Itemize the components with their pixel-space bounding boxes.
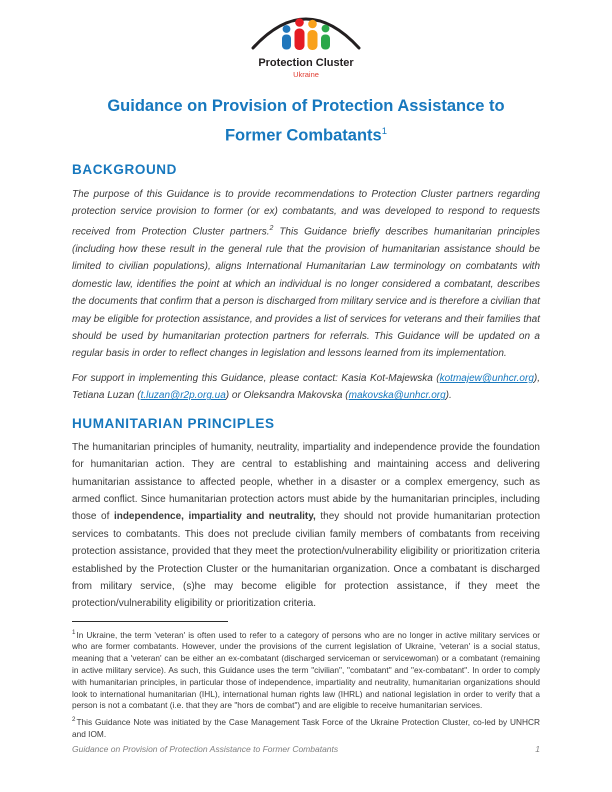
logo-name: Protection Cluster — [258, 57, 354, 69]
contact-paragraph — [72, 370, 540, 405]
footnote-2-ref: 2 — [72, 716, 76, 724]
protection-cluster-logo — [236, 12, 376, 79]
section-heading-principles: HUMANITARIAN PRINCIPLES — [72, 415, 275, 431]
principles-text-1: The humanitarian principles of humanity, neutrality, impartiality and independence provide the foundation for humanitarian action. They are central to establishing and maintaining access and delivering humanitarian assistance to affected people, whether in a disaster or a complex emergency, such as armed conflict. Since humanitarian protection actors must abide by the humanitarian principles, including those of — [72, 441, 540, 523]
footnote-ref-2: 2 — [269, 225, 274, 233]
footnote-2 — [72, 714, 540, 740]
contact-text-3: ) or Oleksandra Makovska ( — [225, 390, 349, 402]
title-footnote-ref: 1 — [381, 126, 388, 137]
person-orange-icon — [308, 20, 318, 50]
person-red-icon — [295, 18, 305, 50]
title-line-1: Guidance on Provision of Protection Assistance to — [107, 97, 505, 115]
person-green-icon — [321, 25, 330, 50]
footnote-separator — [72, 621, 228, 622]
logo-graphic — [241, 12, 371, 56]
section-heading-background: BACKGROUND — [72, 161, 177, 177]
email-link-luzan[interactable]: t.luzan@r2p.org.ua — [140, 390, 226, 402]
contact-text-1: For support in implementing this Guidance, please contact: Kasia Kot-Majewska ( — [72, 372, 440, 384]
shelter-arc-icon — [253, 19, 359, 48]
background-paragraph — [72, 186, 540, 363]
footnote-1 — [72, 627, 540, 712]
background-text-2: This Guidance briefly describes humanitarian principles (including how these result in the general rule that the provision of humanitarian assistance should be limited to civilian populations), aligns International Humanitarian Law terminology on combatants with domestic law, identifies the point at which an individual is no longer considered a combatant, describes the documents that confirm that a person is discharged from military service and is therefore a civilian that may be eligible for protection assistance, and provides a list of services for veterans and their families that should be used by humanitarian protection partners for referrals. This Guidance will be updated on a regular basis in order to reflect changes in legislation and lessons learned from its implementation. — [72, 226, 541, 360]
footnote-2-text: This Guidance Note was initiated by the Case Management Task Force of the Ukraine Protection Cluster, co-led by UNHCR and IOM. — [72, 716, 540, 739]
footnote-1-ref: 1 — [72, 628, 76, 636]
page-footer — [72, 744, 540, 754]
logo-region: Ukraine — [293, 70, 319, 79]
contact-text-2: ), Tetiana Luzan ( — [72, 372, 540, 402]
principles-paragraph — [72, 439, 540, 613]
title-line-2: Former Combatants$^1$ — [224, 126, 388, 145]
background-text-1: The purpose of this Guidance is to provide recommendations to Protection Cluster partners regarding protection service provision to former (or ex) combatants, and was developed to respond to requests received from Protection Cluster partners. — [72, 188, 540, 238]
email-link-makovska[interactable]: makovska@unhcr.org — [348, 390, 446, 402]
footnote-1-text: In Ukraine, the term 'veteran' is often used to refer to a category of persons who are no longer in active military services or who are former combatants. However, under the provisions of the current legislation of Ukraine, 'veteran' is a social status, meaning that a 'veteran' can be either an ex-combatant (discharged serviceman or servicewoman) or a combatant (remaining in active military service). As such, this Guidance uses the term "civilian", "combatant" and "ex-combatant". In order to comply with humanitarian principles, in particular those of independence, impartiality and neutrality, humanitarian organizations should look to international humanitarian (IHL), international human rights law (IHRL) and national legislation in order to verify that a person is not a combatant (i.e. that they are "hors de combat") and are eligible to receive humanitarian services. — [72, 629, 540, 711]
footer-title: Guidance on Provision of Protection Assistance to Former Combatants — [72, 744, 339, 754]
document-page — [72, 0, 540, 740]
contact-text-4: ). — [445, 390, 452, 402]
principles-bold-text: independence, impartiality and neutrality, — [113, 511, 316, 523]
email-link-kot-majewska[interactable]: kotmajew@unhcr.org — [439, 372, 534, 384]
page-number: 1 — [535, 744, 540, 754]
principles-text-2: they should not provide humanitarian protection services to combatants. This does not preclude civilian family members of combatants from receiving protection assistance, provided that they meet the protection/vulnerability eligibility or prioritization criteria established by the Protection Cluster or the humanitarian organization. Once a combatant is discharged from military service, (s)he may become eligible for protection assistance, if they meet the protection/vulnerability eligibility or prioritization criteria. — [72, 511, 541, 610]
person-blue-icon — [282, 25, 291, 49]
page-title — [40, 93, 572, 149]
